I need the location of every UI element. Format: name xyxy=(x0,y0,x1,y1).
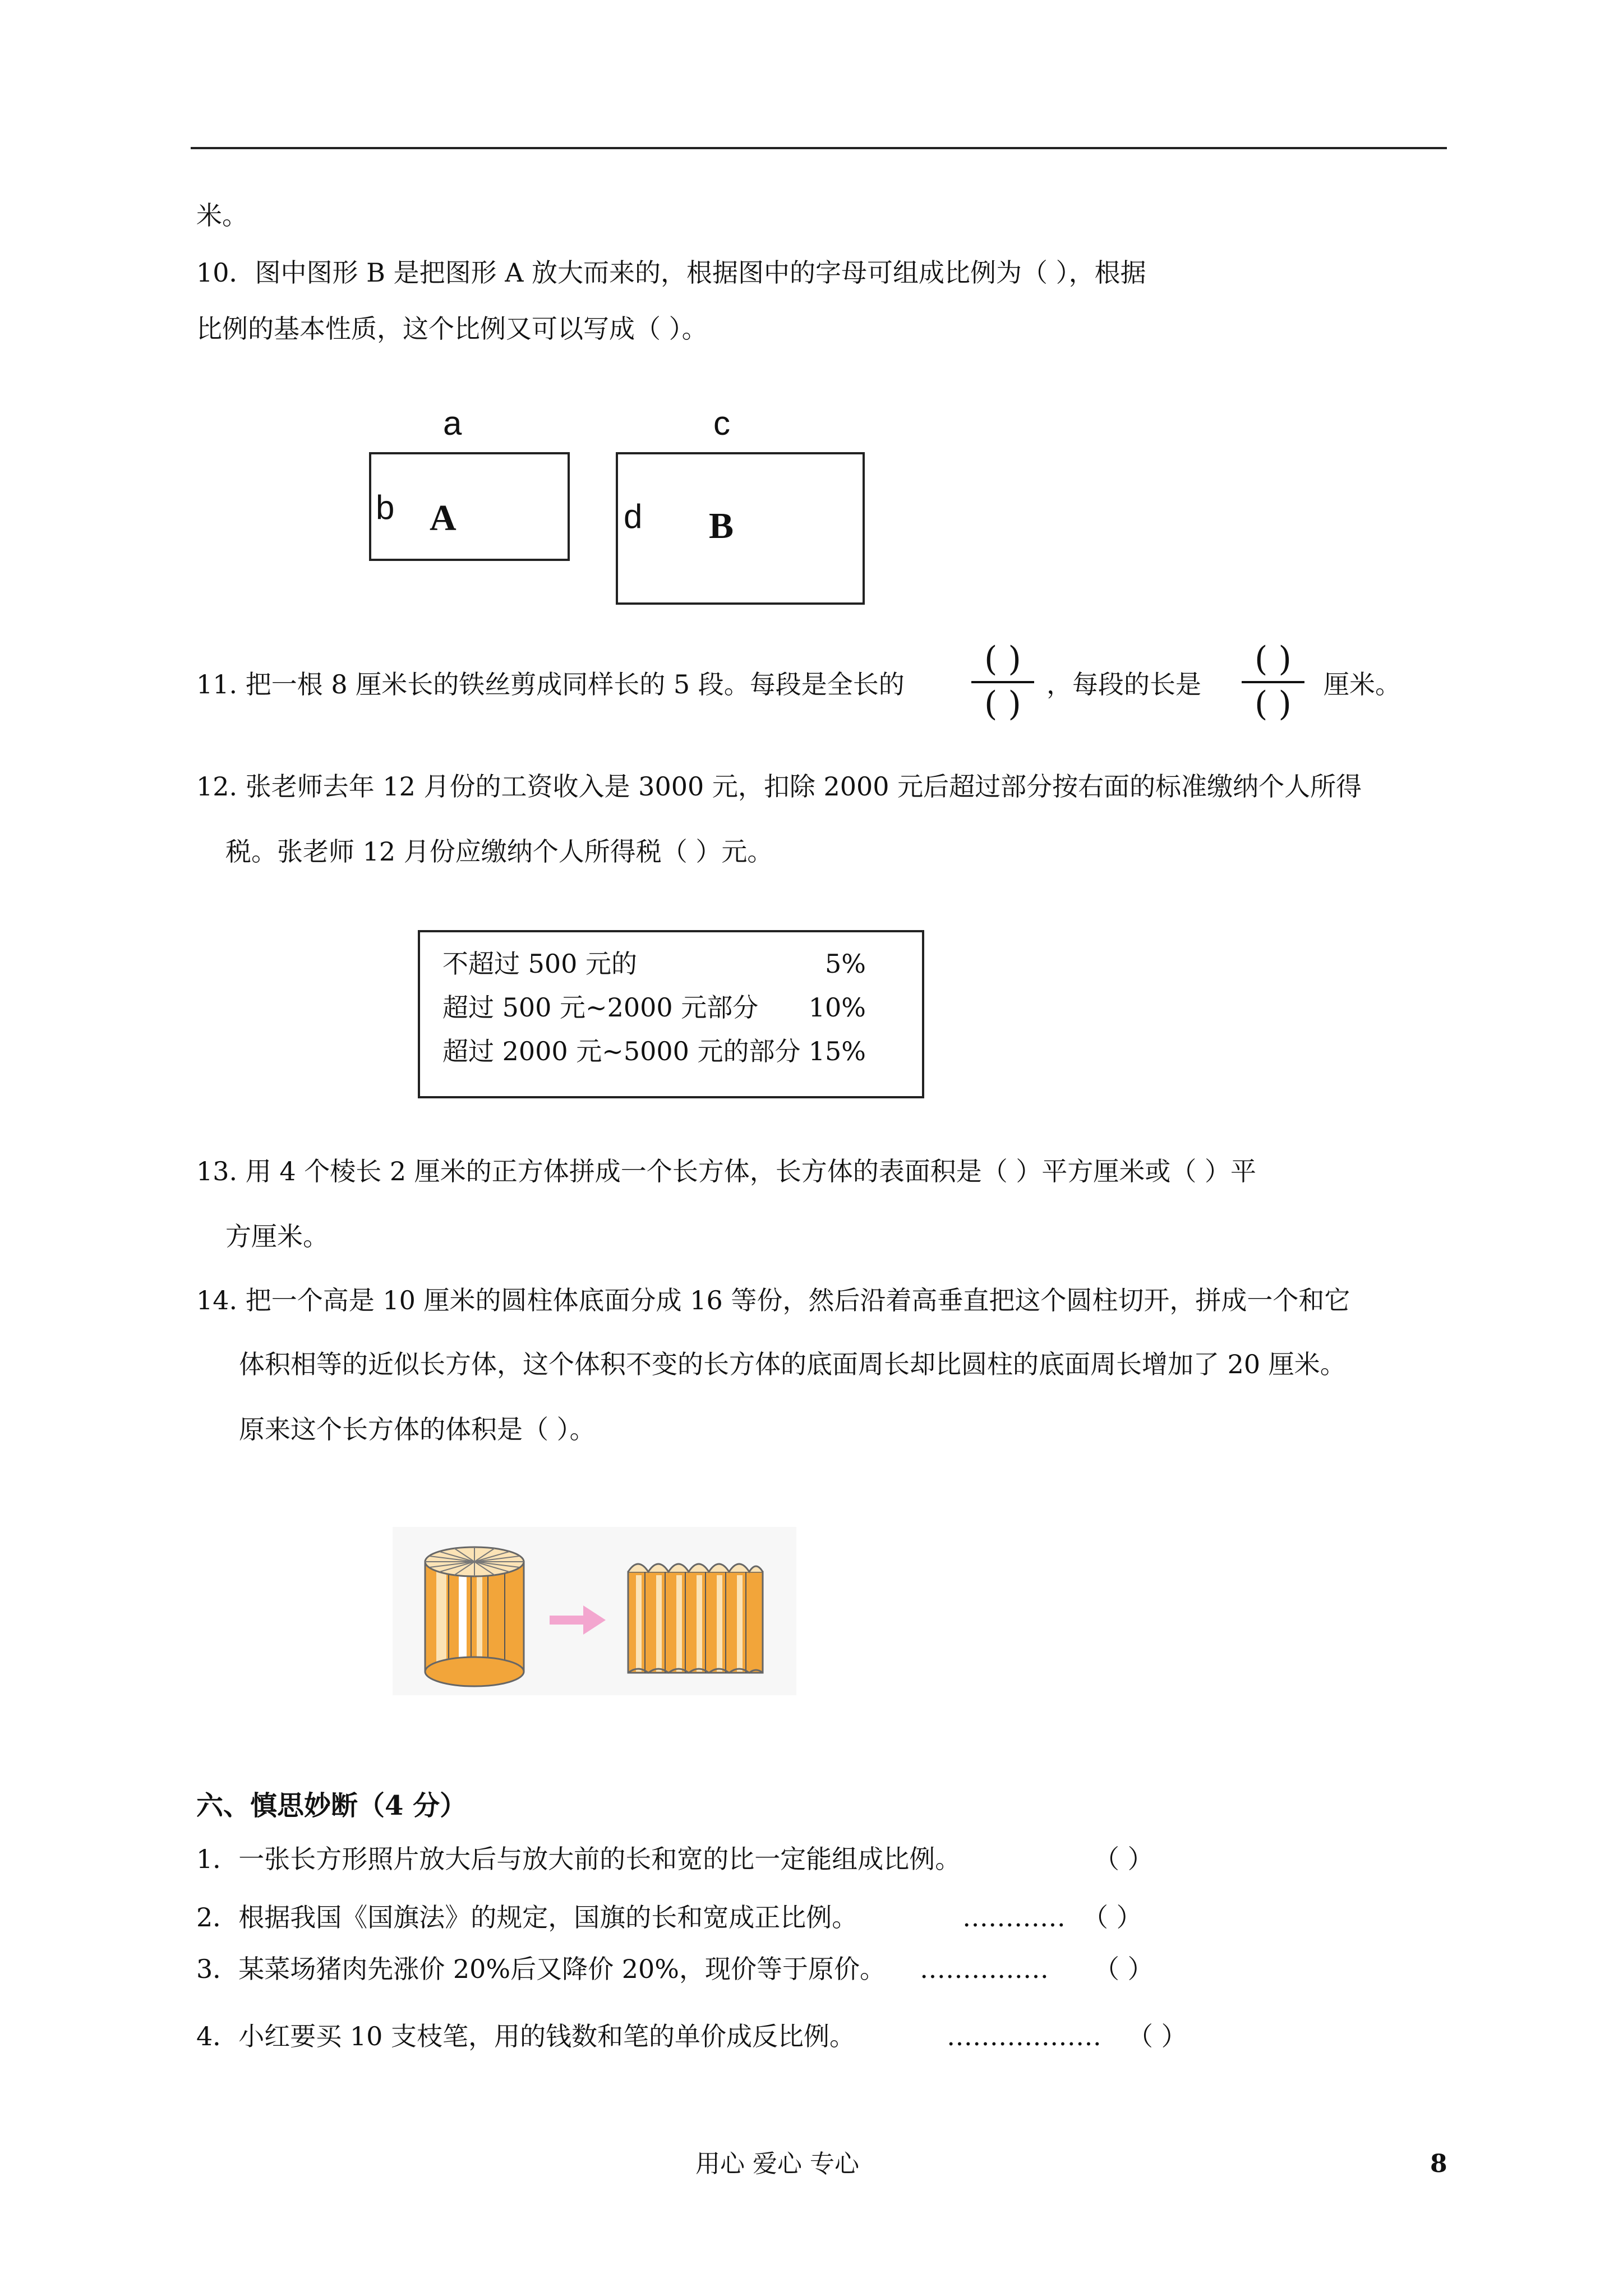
question-13-line-2: 方厘米。 xyxy=(225,1221,329,1251)
tax-rate-1: 5% xyxy=(825,949,866,979)
cuboid-icon xyxy=(628,1564,763,1673)
shape-b-letter: B xyxy=(709,505,734,546)
question-12-line-1: 12. 张老师去年 12 月份的工资收入是 3000 元，扣除 2000 元后超过部分按右面的标准缴纳个人所得 xyxy=(196,771,1362,802)
label-a: a xyxy=(443,404,462,442)
tax-rate-3: 15% xyxy=(808,1036,866,1066)
question-14-line-1: 14. 把一个高是 10 厘米的圆柱体底面分成 16 等份，然后沿着高垂直把这个圆柱切开，拼成一个和它 xyxy=(196,1285,1350,1315)
judgement-item-4-blank[interactable]: （ ） xyxy=(1127,2021,1187,2051)
shape-a-letter: A xyxy=(430,498,457,539)
question-14-line-2: 体积相等的近似长方体，这个体积不变的长方体的底面周长却比圆柱的底面周长增加了 20 厘米。 xyxy=(239,1349,1346,1379)
judgement-item-3-text: 3．某菜场猪肉先涨价 20%后又降价 20%，现价等于原价。 xyxy=(196,1954,886,1984)
fraction-1-numerator: ( ) xyxy=(984,639,1021,679)
tax-range-3: 超过 2000 元~5000 元的部分 xyxy=(442,1036,801,1066)
tax-range-1: 不超过 500 元的 xyxy=(442,949,638,979)
judgement-item-2-dots: ………… xyxy=(962,1902,1066,1932)
cylinder-to-cuboid-illustration xyxy=(393,1527,796,1695)
tax-rate-2: 10% xyxy=(808,992,866,1023)
footer-motto: 用心 爱心 专心 xyxy=(695,2150,859,2178)
page-number: 8 xyxy=(1430,2150,1447,2178)
question-11-text: 11. 把一根 8 厘米长的铁丝剪成同样长的 5 段。每段是全长的 xyxy=(196,669,905,700)
header-rule xyxy=(191,147,1447,149)
section-6-heading: 六、慎思妙断（4 分） xyxy=(196,1790,467,1821)
judgement-item-1-blank[interactable]: （ ） xyxy=(1094,1844,1154,1874)
question-12-line-2: 税。张老师 12 月份应缴纳个人所得税（ ）元。 xyxy=(225,836,773,867)
judgement-item-3-blank[interactable]: （ ） xyxy=(1094,1954,1154,1984)
judgement-item-2-text: 2．根据我国《国旗法》的规定，国旗的长和宽成正比例。 xyxy=(196,1902,858,1932)
judgement-item-4-dots: ……………… xyxy=(947,2021,1101,2051)
shape-b-rectangle xyxy=(616,452,865,605)
label-b: b xyxy=(376,489,395,526)
fraction-2-denominator: ( ) xyxy=(1255,684,1292,724)
fraction-1-denominator: ( ) xyxy=(984,684,1021,724)
label-c: c xyxy=(713,404,730,442)
label-d: d xyxy=(624,498,643,535)
tax-range-2: 超过 500 元~2000 元部分 xyxy=(442,992,759,1023)
fraction-blank-1 xyxy=(963,639,1042,724)
judgement-item-1-text: 1．一张长方形照片放大后与放大前的长和宽的比一定能组成比例。 xyxy=(196,1844,961,1874)
question-11-text-end: 厘米。 xyxy=(1324,669,1401,700)
fraction-2-bar xyxy=(1242,681,1304,683)
judgement-item-2-blank[interactable]: （ ） xyxy=(1082,1902,1142,1932)
shape-a-rectangle xyxy=(369,452,570,561)
tax-rate-table xyxy=(418,930,924,1098)
fraction-1-bar xyxy=(971,681,1034,683)
cylinder-icon xyxy=(425,1547,524,1686)
question-13-line-1: 13. 用 4 个棱长 2 厘米的正方体拼成一个长方体，长方体的表面积是（ ）平方厘米或（ ）平 xyxy=(196,1156,1257,1186)
question-14-line-3: 原来这个长方体的体积是（ ）。 xyxy=(239,1414,596,1444)
text-line-continuation: 米。 xyxy=(196,200,248,231)
question-11-text-mid: ，每段的长是 xyxy=(1046,669,1201,700)
fraction-2-numerator: ( ) xyxy=(1255,639,1292,679)
question-10-line-2: 比例的基本性质，这个比例又可以写成（ ）。 xyxy=(196,314,708,344)
judgement-item-4-text: 4．小红要买 10 支枝笔，用的钱数和笔的单价成反比例。 xyxy=(196,2021,856,2051)
question-10-line-1: 10．图中图形 B 是把图形 A 放大而来的，根据图中的字母可组成比例为（ ），根据 xyxy=(196,257,1146,288)
fraction-blank-2 xyxy=(1234,639,1312,724)
judgement-item-3-dots: …………… xyxy=(920,1954,1049,1984)
